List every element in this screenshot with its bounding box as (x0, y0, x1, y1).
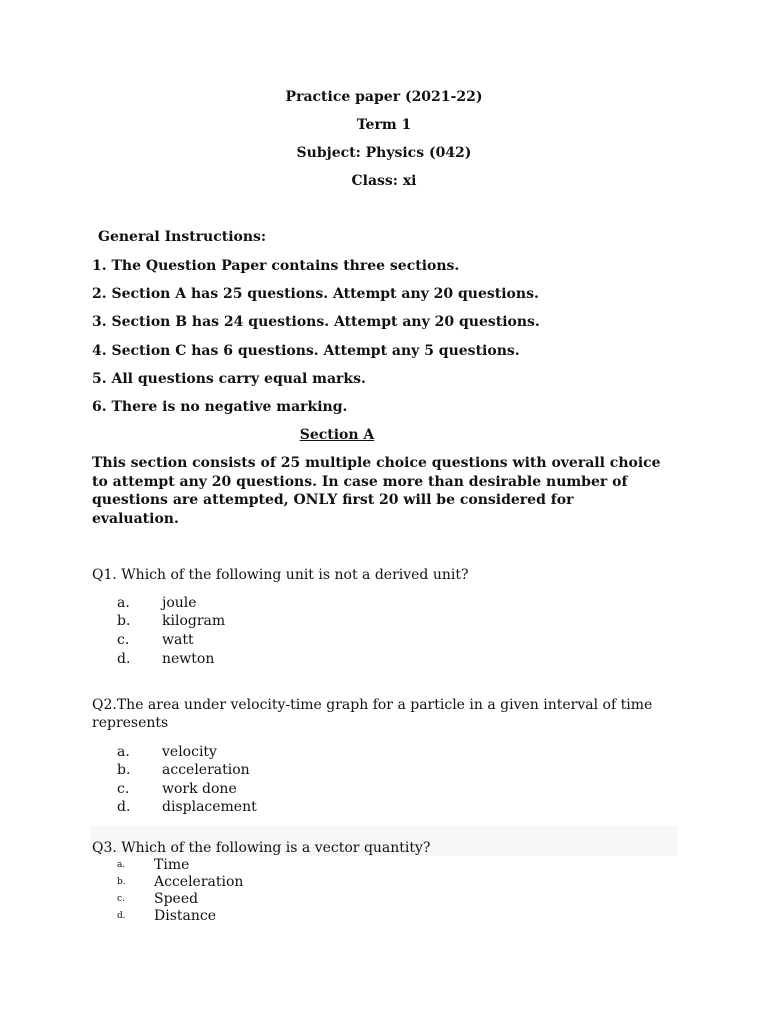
option-letter: c. (117, 781, 130, 797)
paper-subject: Subject: Physics (042) (296, 145, 472, 161)
instruction-item: 2. Section A has 25 questions. Attempt any 20 questions. (92, 286, 539, 302)
option-letter: b. (117, 762, 131, 778)
section-a-description: This section consists of 25 multiple choice questions with overall choice to attempt any 20 questions. In case more than desirable number of questions are attempted, ONLY first 20 will be considered for evaluation. (92, 455, 661, 527)
option-letter: b. (117, 877, 126, 887)
instruction-item: 4. Section C has 6 questions. Attempt any 5 questions. (92, 343, 520, 359)
option-letter: d. (117, 651, 131, 667)
instruction-item: 5. All questions carry equal marks. (92, 371, 366, 387)
paper-term: Term 1 (356, 117, 412, 133)
option-letter: a. (117, 595, 130, 611)
option-text: displacement (162, 799, 257, 815)
option-letter: c. (117, 894, 125, 904)
option-text: joule (162, 595, 197, 611)
option-text: acceleration (162, 762, 250, 778)
question-3-text: Q3. Which of the following is a vector quantity? (92, 840, 431, 856)
instruction-item: 1. The Question Paper contains three sections. (92, 258, 460, 274)
option-text: Time (154, 857, 190, 873)
option-text: Speed (154, 891, 199, 907)
instruction-item: 6. There is no negative marking. (92, 399, 348, 415)
option-letter: b. (117, 613, 131, 629)
option-letter: c. (117, 632, 130, 648)
option-letter: d. (117, 911, 126, 921)
option-text: Distance (154, 908, 217, 924)
option-text: watt (162, 632, 194, 648)
general-instructions-heading: General Instructions: (98, 229, 267, 245)
option-text: work done (162, 781, 237, 797)
paper-class: Class: xi (351, 173, 417, 189)
option-letter: d. (117, 799, 131, 815)
question-2-text: Q2.The area under velocity-time graph for a particle in a given interval of time represents (92, 697, 653, 731)
question-1-text: Q1. Which of the following unit is not a derived unit? (92, 567, 469, 583)
option-text: kilogram (162, 613, 226, 629)
option-letter: a. (117, 744, 130, 760)
option-letter: a. (117, 860, 126, 870)
paper-title: Practice paper (2021-22) (285, 89, 483, 105)
option-text: Acceleration (154, 874, 244, 890)
section-a-heading: Section A (299, 427, 375, 443)
instruction-item: 3. Section B has 24 questions. Attempt any 20 questions. (92, 314, 540, 330)
option-text: newton (162, 651, 215, 667)
option-text: velocity (162, 744, 217, 760)
